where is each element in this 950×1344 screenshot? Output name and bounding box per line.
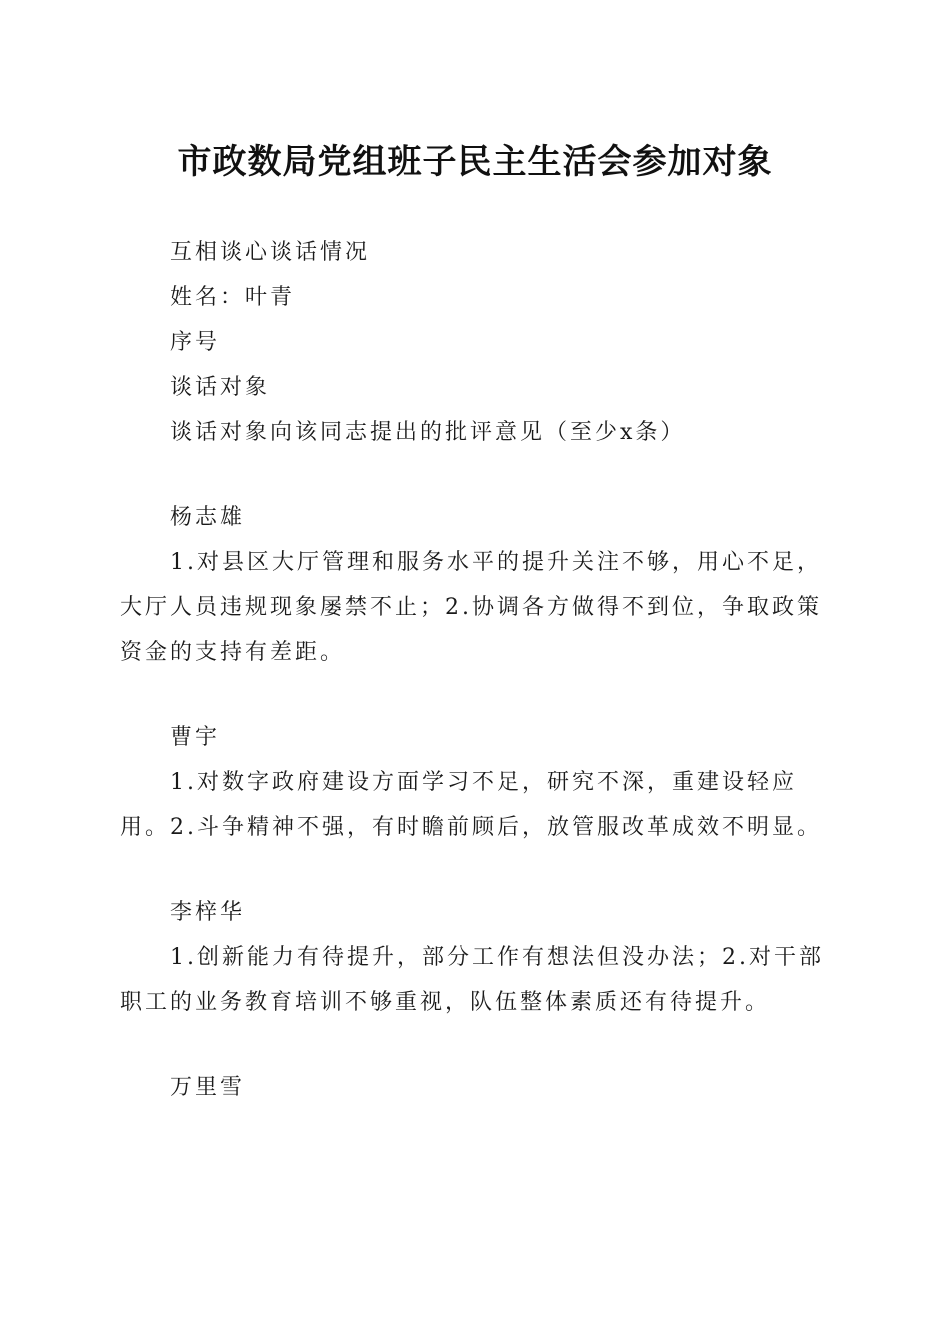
entry-name: 杨志雄 (170, 505, 246, 530)
entry-name: 万里雪 (170, 1075, 246, 1100)
entry-opinion: 1.对县区大厅管理和服务水平的提升关注不够，用心不足，大厅人员违规现象屡禁不止；2.协调各方做得不到位，争取政策资金的支持有差距。 (120, 550, 822, 665)
document-title: 市政数局党组班子民主生活会参加对象 (177, 142, 773, 182)
entry-opinion: 1.创新能力有待提升，部分工作有想法但没办法；2.对干部职工的业务教育培训不够重视，队伍整体素质还有待提升。 (120, 945, 824, 1015)
document-body (120, 230, 830, 1110)
talk-partner-label: 谈话对象 (170, 375, 271, 400)
serial-number-label: 序号 (170, 330, 221, 355)
entry-name: 李梓华 (170, 900, 246, 925)
section-heading: 互相谈心谈话情况 (170, 240, 371, 265)
name-line: 姓名：叶青 (170, 285, 296, 310)
entry-name: 曹宇 (170, 725, 221, 750)
criticism-label: 谈话对象向该同志提出的批评意见（至少x条） (170, 420, 686, 445)
entry-opinion: 1.对数字政府建设方面学习不足，研究不深，重建设轻应用。2.斗争精神不强，有时瞻前顾后，放管服改革成效不明显。 (120, 770, 822, 840)
